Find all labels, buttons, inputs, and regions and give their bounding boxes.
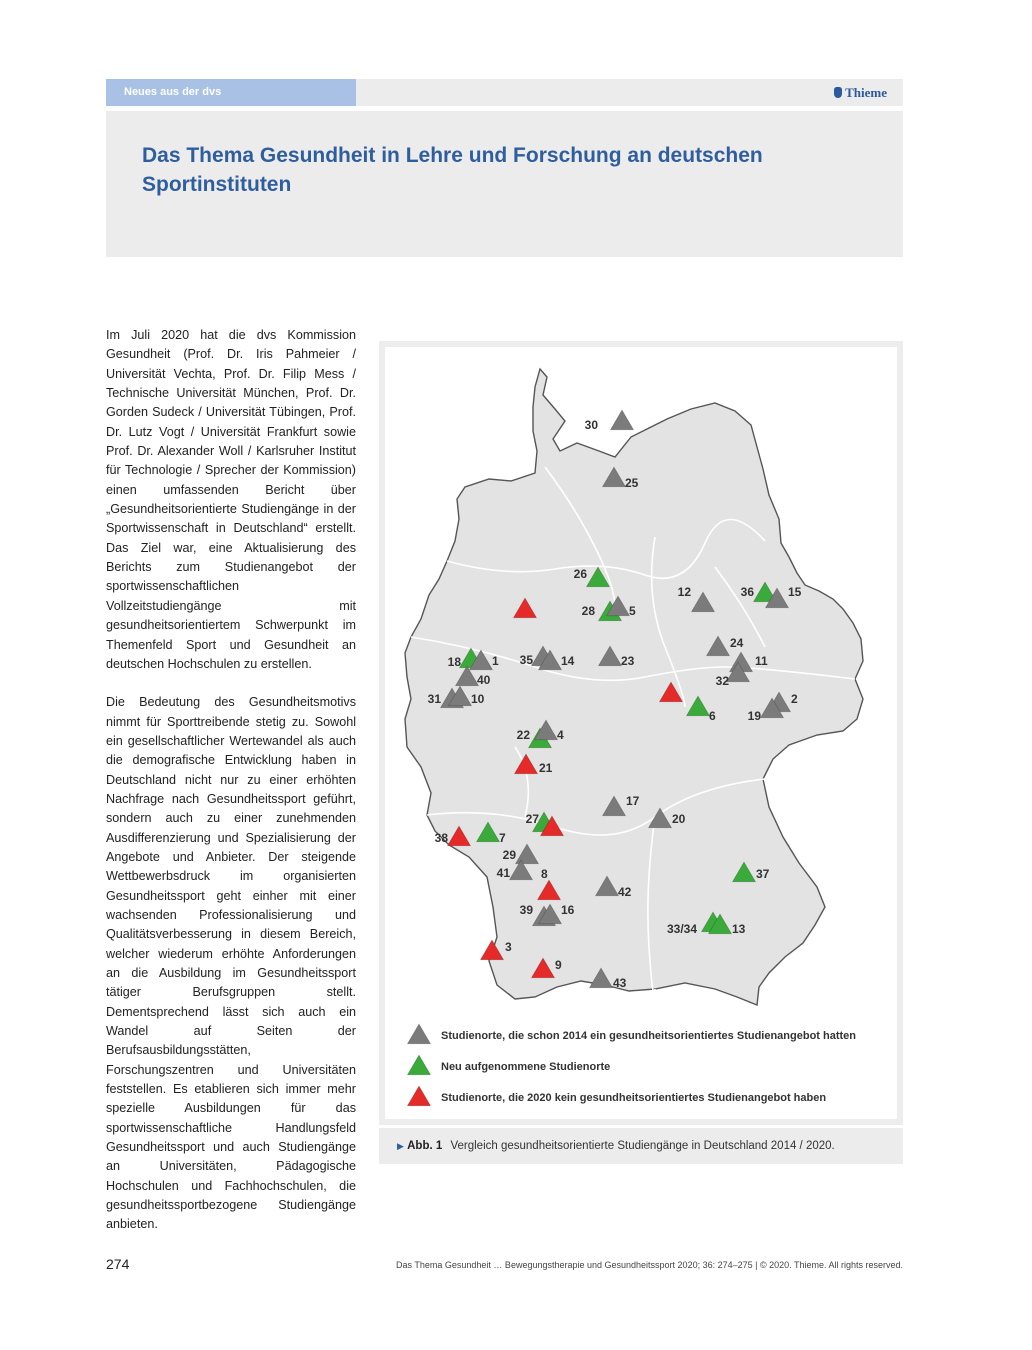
marker-gray-30 (610, 410, 633, 430)
publisher-name: Thieme (845, 85, 887, 100)
marker-label-7: 7 (499, 831, 506, 845)
marker-label-3: 3 (505, 940, 512, 954)
marker-label-25: 25 (625, 476, 639, 490)
marker-label-6: 6 (709, 709, 716, 723)
citation-footer: Das Thema Gesundheit … Bewegungstherapie und Gesundheitssport 2020; 36: 274–275 | © 2020. Thieme. All rights reserved. (396, 1260, 903, 1270)
legend-green-icon (407, 1055, 430, 1075)
marker-label-13: 13 (732, 922, 746, 936)
marker-label-32: 32 (715, 674, 729, 688)
marker-label-23: 23 (621, 654, 635, 668)
marker-label-22: 22 (516, 728, 530, 742)
marker-label-15: 15 (788, 585, 802, 599)
marker-label-27: 27 (525, 812, 539, 826)
paragraph-2: Die Bedeutung des Gesundheitsmotivs nimmt für Sporttreibende stetig zu. Sowohl ein gesellschaftlicher Wertewandel als auch die demografische Entwicklung haben in Deutschland nicht nur zu einer erhöhten Nachfrage nach Gesundheitssport geführt, sondern auch zu einer zunehmenden Ausdifferenzierung und Spezialisierung der Angebote und Anbieter. Der steigende Wettbewerbsdruck im organisierten Gesundheitssport geht einher mit einer wachsenden Professionalisierung und Qualitätsverbesserung in diesem Bereich, welcher wiederum erhöhte Anforderungen an die Ausbildung im Gesundheitssport tätiger Berufsgruppen stellt. Dementsprechend lässt sich auch ein Wandel auf Seiten der Berufsausbildungsstätten, Forschungszentren und Universitäten feststellen. Es etablieren sich immer mehr spezielle Ausbildungen für das sportwissenschaftliche Handlungsfeld Gesundheitssport und auch Studiengänge an Universitäten, Pädagogische Hochschulen und Fachhochschulen, die gesundheitssportbezogene Studiengänge anbieten. (106, 695, 356, 1232)
marker-label-41: 41 (496, 866, 510, 880)
marker-label-10: 10 (471, 692, 485, 706)
germany-outline (405, 369, 863, 1005)
marker-label-43: 43 (613, 976, 627, 990)
marker-label-14: 14 (561, 654, 575, 668)
marker-label-24: 24 (730, 636, 744, 650)
marker-label-36: 36 (740, 585, 754, 599)
marker-label-5: 5 (629, 604, 636, 618)
marker-label-18: 18 (447, 655, 461, 669)
marker-label-37: 37 (756, 867, 770, 881)
marker-label-16: 16 (561, 903, 575, 917)
figure-caption (379, 1128, 903, 1164)
legend-text-green: Neu aufgenommene Studienorte (441, 1061, 611, 1073)
caption-text: Vergleich gesundheitsorientierte Studiengänge in Deutschland 2014 / 2020. (450, 1140, 835, 1152)
title-box (106, 111, 903, 257)
paragraph-1: Im Juli 2020 hat die dvs Kommission Gesundheit (Prof. Dr. Iris Pahmeier / Universität Vechta, Prof. Dr. Filip Mess / Technische Universität München, Prof. Dr. Gorden Sudeck / Universität Tübingen, Prof. Dr. Lutz Vogt / Universität Frankfurt sowie Prof. Dr. Alexander Woll / Karlsruher Institut für Technologie / Sprecher der Kommission) einen umfassenden Bericht über „Gesundheitsorientierte Studiengänge in der Sportwissenschaft in Deutschland“ erstellt. Das Ziel war, eine Aktualisierung des Berichts zum Studienangebot der sportwissenschaftlichen Vollzeitstudiengänge mit gesundheitsorientiertem Schwerpunkt im Themenfeld Sport und Gesundheit an deutschen Hochschulen zu erstellen. (106, 328, 356, 671)
marker-label-39: 39 (519, 903, 533, 917)
marker-label-33/34: 33/34 (666, 922, 697, 936)
article-title: Das Thema Gesundheit in Lehre und Forschung an deutschen Sportinstituten (142, 144, 763, 196)
running-header (106, 79, 903, 106)
section-label: Neues aus der dvs (106, 79, 356, 106)
thieme-logo-icon (834, 87, 842, 98)
germany-map (385, 347, 897, 1119)
legend-red-icon (407, 1086, 430, 1106)
map-legend (407, 1024, 856, 1106)
legend-text-gray: Studienorte, die schon 2014 ein gesundheitsorientiertes Studienangebot hatten (441, 1030, 857, 1042)
marker-label-2: 2 (791, 692, 798, 706)
figure-1 (379, 341, 903, 1164)
page-number: 274 (106, 1256, 130, 1272)
figure-panel (385, 347, 897, 1119)
caption-arrow-icon: ▶ (397, 1141, 404, 1151)
marker-label-9: 9 (555, 958, 562, 972)
legend-gray-icon (407, 1024, 430, 1044)
marker-label-21: 21 (539, 761, 553, 775)
marker-label-35: 35 (519, 653, 533, 667)
legend-text-red: Studienorte, die 2020 kein gesundheitsorientiertes Studienangebot haben (441, 1092, 827, 1104)
marker-label-20: 20 (672, 812, 686, 826)
marker-label-38: 38 (434, 831, 448, 845)
marker-label-17: 17 (626, 794, 640, 808)
marker-label-30: 30 (584, 418, 598, 432)
marker-label-26: 26 (573, 567, 587, 581)
marker-label-8: 8 (541, 867, 548, 881)
marker-label-1: 1 (492, 654, 499, 668)
marker-label-12: 12 (677, 585, 691, 599)
marker-label-40: 40 (477, 673, 491, 687)
marker-label-28: 28 (581, 604, 595, 618)
marker-label-4: 4 (557, 728, 564, 742)
marker-label-29: 29 (502, 848, 516, 862)
figure-frame (379, 341, 903, 1125)
publisher-logo (834, 79, 887, 106)
article-body (106, 326, 356, 1254)
figure-label: Abb. 1 (407, 1140, 443, 1152)
marker-label-11: 11 (755, 654, 768, 668)
marker-label-19: 19 (747, 709, 761, 723)
marker-label-31: 31 (427, 692, 441, 706)
marker-label-42: 42 (618, 885, 632, 899)
